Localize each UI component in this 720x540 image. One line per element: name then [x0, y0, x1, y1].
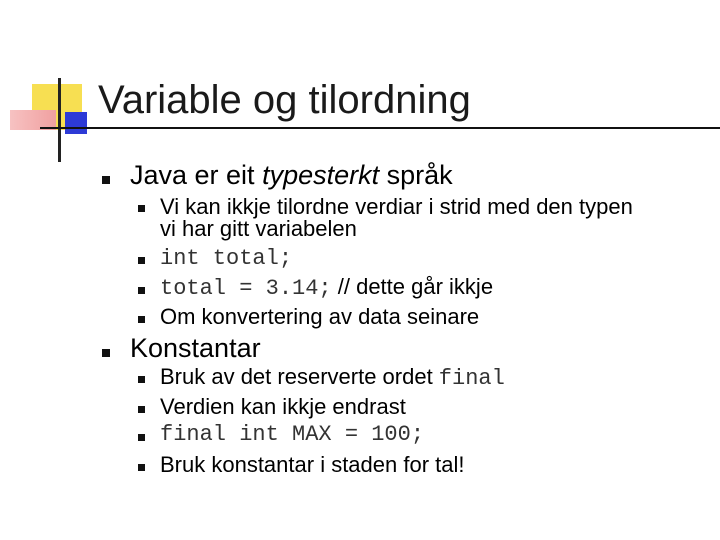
bullet-marker: [102, 349, 110, 357]
code-total-assign: total = 3.14;: [160, 276, 332, 301]
code-final-int-max: final int MAX = 100;: [160, 422, 425, 447]
sub-bullet-marker: [138, 316, 145, 323]
sub-bullet-marker: [138, 406, 145, 413]
code-final: final: [438, 366, 505, 391]
decor-vertical-line: [58, 78, 61, 162]
sub-bullet-marker: [138, 287, 145, 294]
sub-item-line: Vi kan ikkje tilordne verdiar i strid med den typen: [160, 194, 633, 219]
sub-item-text: Bruk av det reserverte ordet: [160, 364, 439, 389]
sub-bullet-marker: [138, 257, 145, 264]
bullet-text: språk: [379, 160, 453, 190]
sub-item-conversion: Om konvertering av data seinare: [160, 304, 480, 329]
decor-blue-square: [65, 112, 87, 134]
bullet-konstantar: Konstantar: [130, 333, 261, 363]
sub-item-line: vi har gitt variabelen: [160, 216, 357, 241]
sub-bullet-marker: [138, 464, 145, 471]
sub-item-type-conflict: [160, 196, 633, 240]
sub-item-reserved-word: [160, 366, 505, 390]
sub-item-use-constants: Bruk konstantar i staden for tal!: [160, 452, 465, 477]
sub-bullet-marker: [138, 376, 145, 383]
code-int-total: int total;: [160, 246, 293, 271]
emphasis-text: typesterkt: [262, 160, 380, 190]
slide-title: Variable og tilordning: [98, 78, 471, 122]
sub-bullet-marker: [138, 434, 145, 441]
decor-horizontal-rule: [40, 127, 720, 129]
bullet-java-typesterkt: [130, 160, 453, 191]
sub-item-assignment: [160, 276, 493, 300]
sub-item-comment: // dette går ikkje: [331, 274, 494, 299]
bullet-text: Java er eit: [130, 160, 263, 190]
sub-bullet-marker: [138, 205, 145, 212]
bullet-marker: [102, 176, 110, 184]
sub-item-immutable: Verdien kan ikkje endrast: [160, 394, 406, 419]
